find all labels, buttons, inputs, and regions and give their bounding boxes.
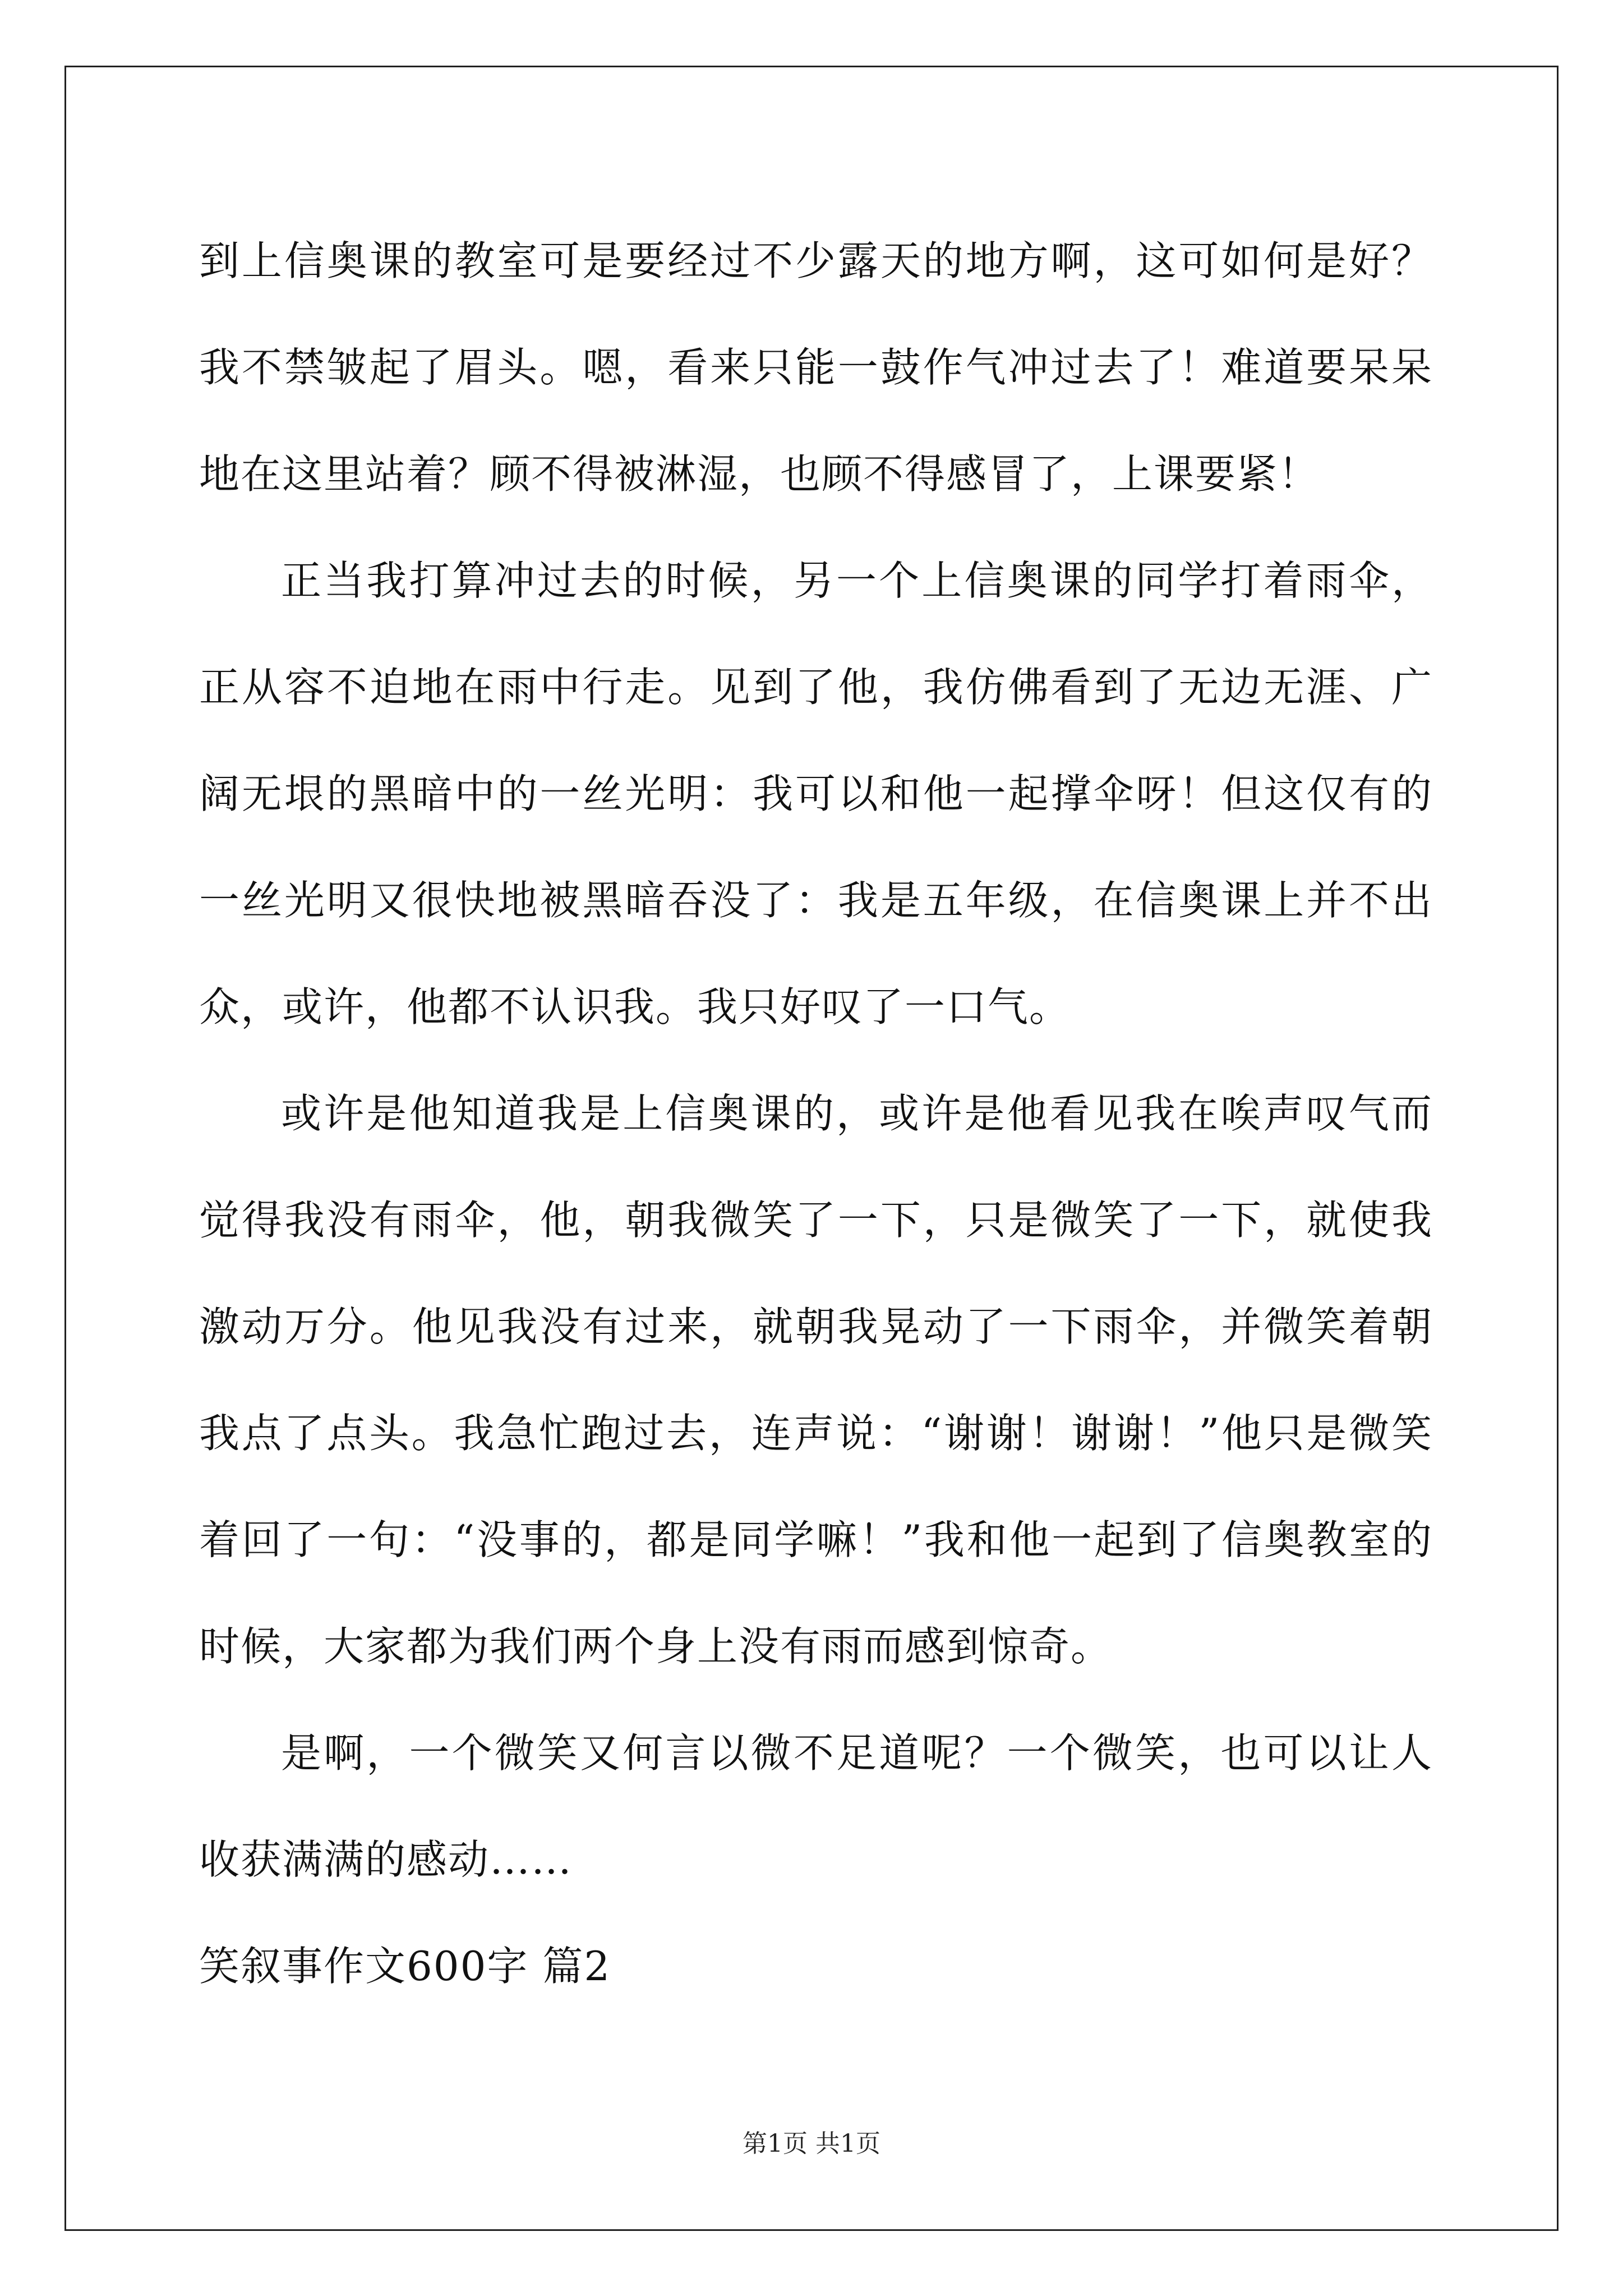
paragraph-4: 是啊，一个微笑又何言以微不足道呢？一个微笑，也可以让人收获满满的感动……	[199, 1729, 1433, 1883]
paragraph-3: 或许是他知道我是上信奥课的，或许是他看见我在唉声叹气而觉得我没有雨伞，他，朝我微笑了一下，只是微笑了一下，就使我激动万分。他见我没有过来，就朝我晃动了一下雨伞，并微笑着朝我点了点头。我急忙跑过去，连声说：“谢谢！谢谢！”他只是微笑着回了一句：“没事的，都是同学嘛！”我和他一起到了信奥教室的时候，大家都为我们两个身上没有雨而感到惊奇。	[199, 1090, 1433, 1670]
paragraph-2: 正当我打算冲过去的时候，另一个上信奥课的同学打着雨伞，正从容不迫地在雨中行走。见到了他，我仿佛看到了无边无涯、广阔无垠的黑暗中的一丝光明：我可以和他一起撑伞呀！但这仅有的一丝光明又很快地被黑暗吞没了：我是五年级，在信奥课上并不出众，或许，他都不认识我。我只好叹了一口气。	[199, 557, 1433, 1030]
page-footer: 第1页 共1页	[743, 2129, 880, 2158]
section-heading: 笑叙事作文600字 篇2	[199, 1943, 611, 1990]
document-body	[199, 208, 1433, 2019]
paragraph-1: 到上信奥课的教室可是要经过不少露天的地方啊，这可如何是好？我不禁皱起了眉头。嗯，看来只能一鼓作气冲过去了！难道要呆呆地在这里站着？顾不得被淋湿，也顾不得感冒了，上课要紧！	[199, 237, 1433, 498]
